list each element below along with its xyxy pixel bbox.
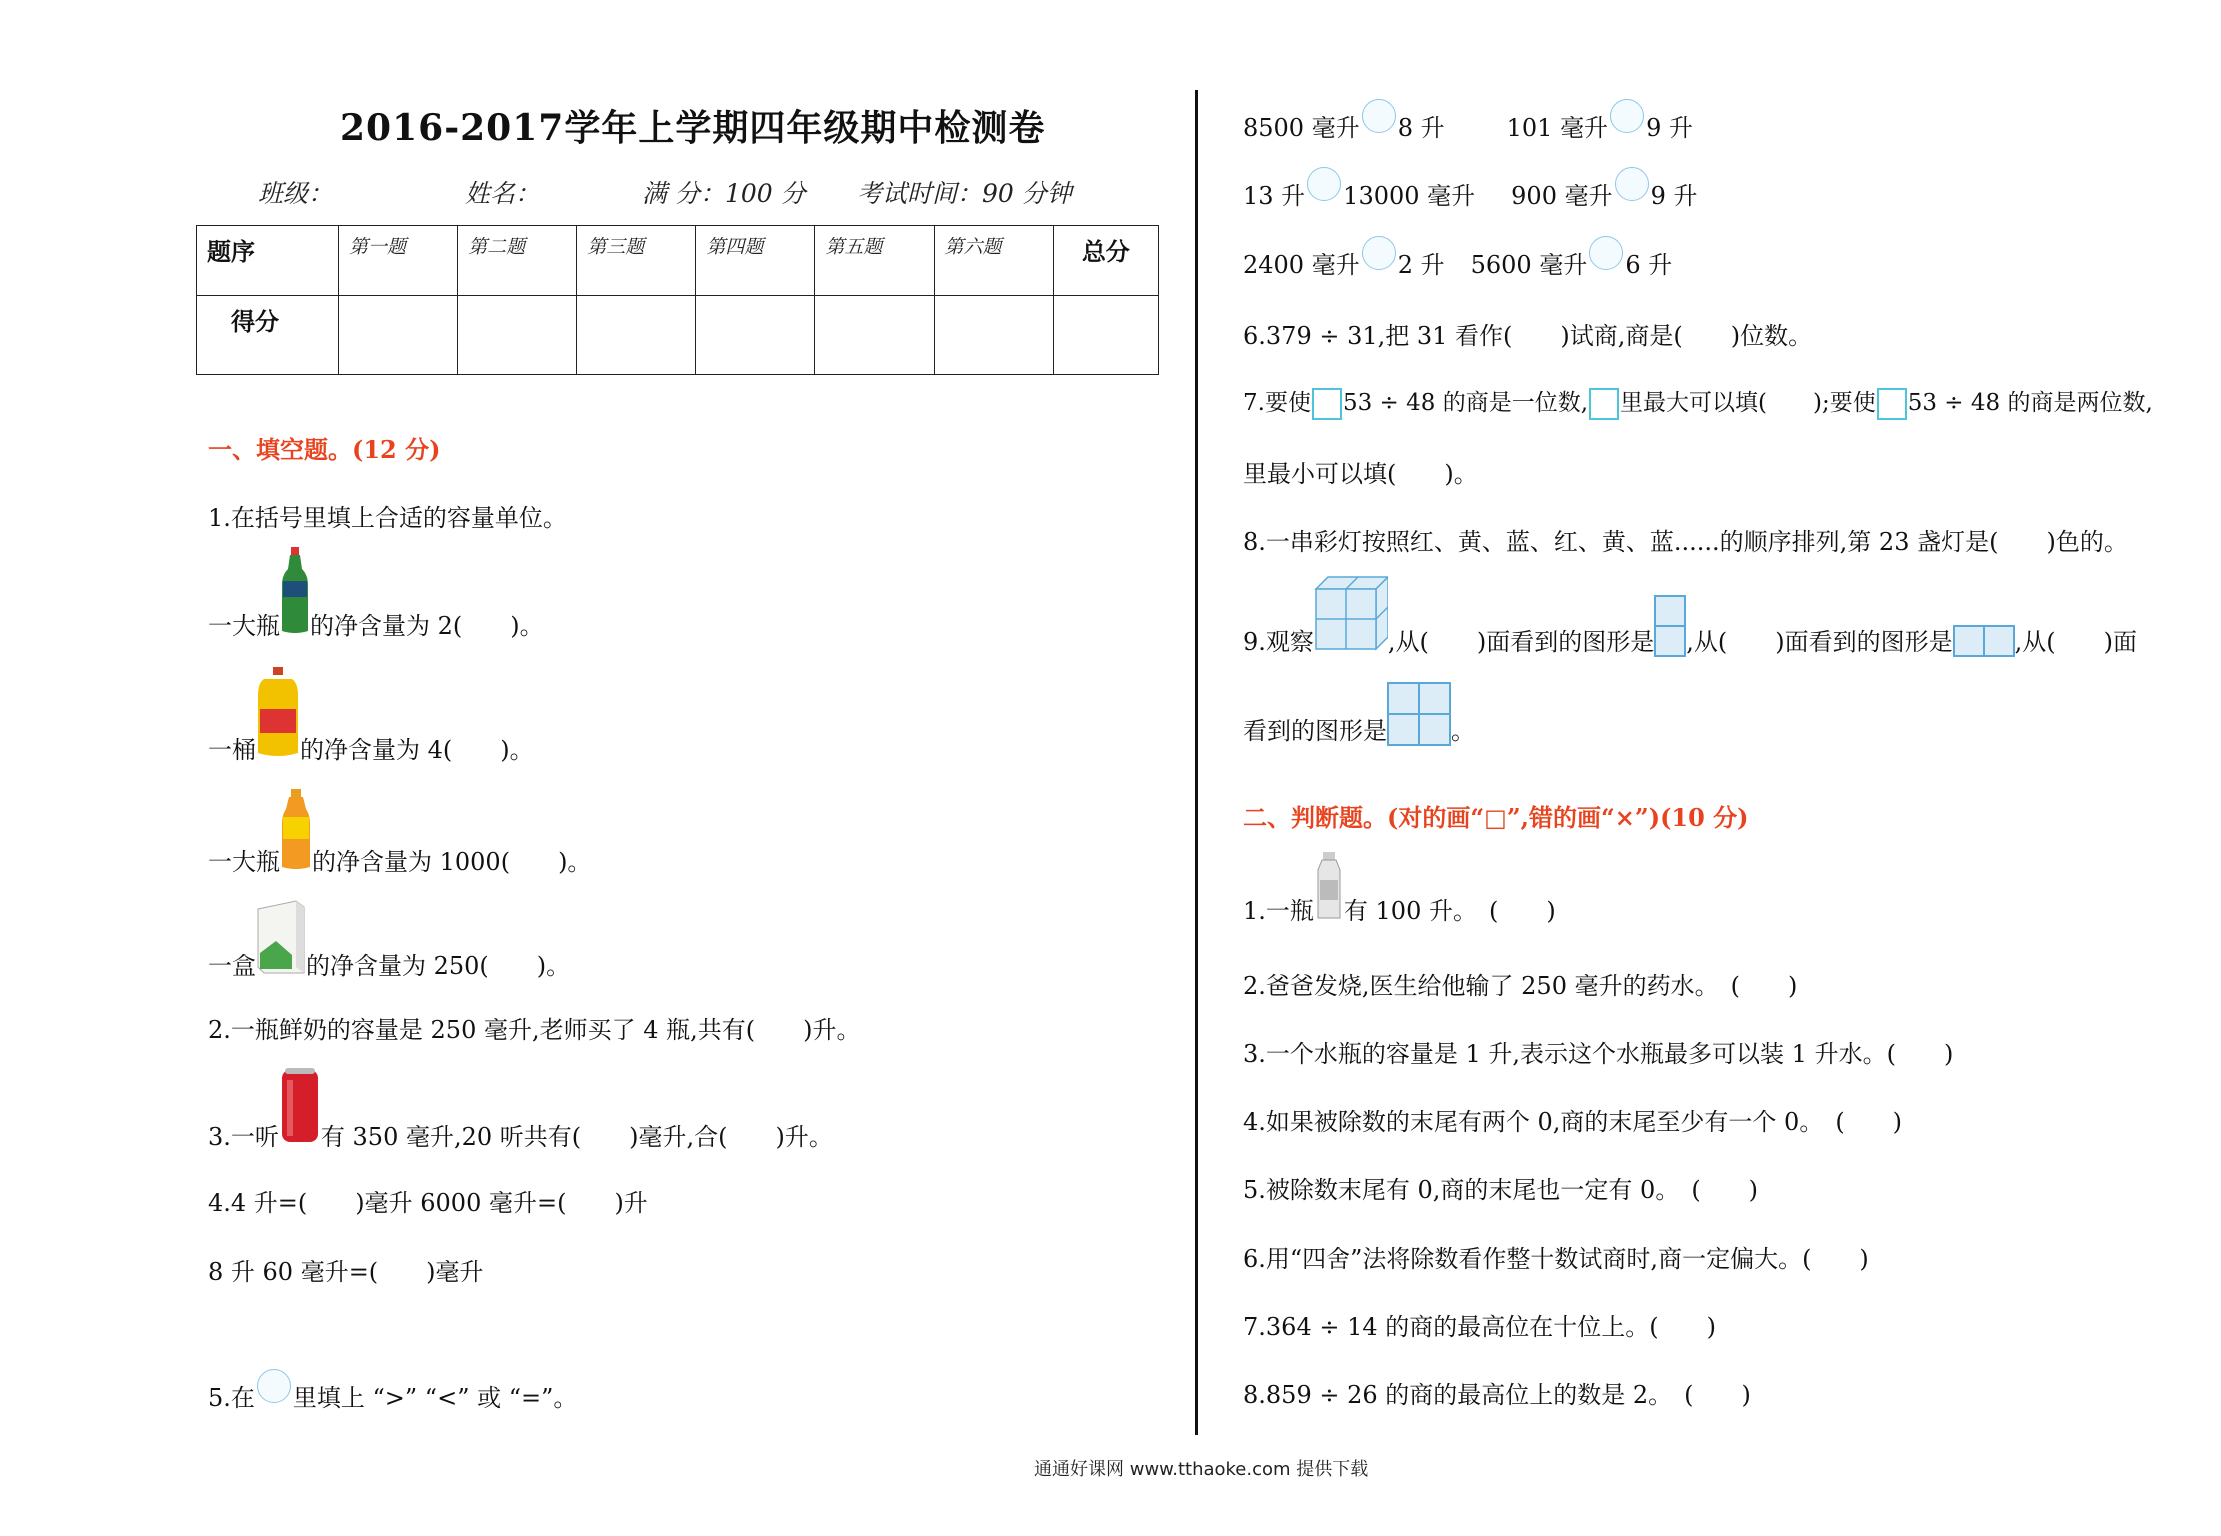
question-7-cont: 里最小可以填( )。 — [1243, 460, 1478, 488]
score-cell[interactable] — [934, 296, 1053, 375]
question-text: 。 — [1451, 717, 1475, 745]
view-shape-tall-icon — [1654, 595, 1686, 657]
view-shape-square-icon — [1387, 682, 1451, 746]
name-label: 姓名： — [465, 179, 541, 208]
question-6: 6.379 ÷ 31,把 31 看作( )试商,商是( )位数。 — [1243, 322, 1813, 350]
table-header-cell: 第六题 — [934, 226, 1053, 296]
milk-carton-icon — [256, 897, 306, 981]
judge-7: 7.364 ÷ 14 的商的最高位在十位上。( ) — [1243, 1313, 1716, 1341]
question-text: 1.一瓶 — [1243, 897, 1314, 925]
question-text: 一大瓶 — [208, 848, 280, 876]
score-cell[interactable] — [815, 296, 934, 375]
answer-circle[interactable] — [1362, 236, 1396, 270]
section-2-heading: 二、判断题。(对的画“□”,错的画“×”)(10 分) — [1243, 803, 1749, 832]
juice-bottle-icon — [280, 787, 312, 877]
question-text: 有 100 升。 ( ) — [1343, 897, 1556, 925]
question-text: ,从( )面看到的图形是 — [1686, 628, 1953, 656]
compare-text: 2 升 — [1397, 251, 1445, 279]
question-text: 里填上 “>” “<” 或 “=”。 — [292, 1384, 578, 1412]
table-header-cell: 第二题 — [458, 226, 577, 296]
compare-text: 9 升 — [1646, 114, 1693, 142]
score-cell[interactable] — [338, 296, 457, 375]
table-header-cell: 第一题 — [338, 226, 457, 296]
compare-row-2 — [1243, 176, 1698, 215]
question-text: 的净含量为 250( )。 — [306, 952, 571, 980]
page-title: 2016-2017学年上学期四年级期中检测卷 — [340, 107, 1046, 149]
question-1b — [208, 665, 534, 765]
answer-circle[interactable] — [257, 1369, 291, 1403]
full-score-label: 满 分：100 分 — [642, 179, 806, 208]
answer-circle[interactable] — [1610, 99, 1644, 133]
question-8: 8.一串彩灯按照红、黄、蓝、红、黄、蓝......的顺序排列,第 23 盏灯是( )色的。 — [1243, 528, 2128, 556]
judge-4: 4.如果被除数的末尾有两个 0,商的末尾至少有一个 0。 ( ) — [1243, 1108, 1903, 1136]
column-divider — [1195, 90, 1198, 1435]
question-text: 看到的图形是 — [1243, 717, 1387, 745]
table-header-cell: 总分 — [1053, 226, 1158, 296]
question-text: 53 ÷ 48 的商是一位数, — [1342, 390, 1589, 416]
score-row-label: 得分 — [197, 296, 339, 375]
judge-8: 8.859 ÷ 26 的商的最高位上的数是 2。 ( ) — [1243, 1381, 1751, 1409]
question-text: 的净含量为 1000( )。 — [312, 848, 592, 876]
question-text: ,从( )面看到的图形是 — [1387, 628, 1655, 656]
compare-text: 13 升 — [1243, 182, 1306, 210]
section-1-heading: 一、填空题。(12 分) — [208, 435, 441, 464]
question-text: 3.一听 — [208, 1123, 279, 1151]
view-shape-wide-icon — [1953, 625, 2015, 657]
answer-box[interactable] — [1589, 388, 1619, 420]
question-1d — [208, 897, 570, 981]
oil-jug-icon — [256, 665, 300, 765]
score-cell[interactable] — [577, 296, 696, 375]
question-text: 有 350 毫升,20 听共有( )毫升,合( )升。 — [320, 1123, 833, 1151]
answer-circle[interactable] — [1307, 167, 1341, 201]
table-header-cell: 第三题 — [577, 226, 696, 296]
answer-box[interactable] — [1312, 388, 1342, 420]
question-3 — [208, 1066, 833, 1152]
question-text: 一盒 — [208, 952, 256, 980]
table-header-cell: 第五题 — [815, 226, 934, 296]
exam-time-label: 考试时间：90 分钟 — [857, 179, 1072, 208]
score-table — [196, 225, 1159, 375]
question-1a — [208, 545, 544, 641]
answer-circle[interactable] — [1362, 99, 1396, 133]
question-2: 2.一瓶鲜奶的容量是 250 毫升,老师买了 4 瓶,共有( )升。 — [208, 1016, 861, 1044]
compare-text: 2400 毫升 — [1243, 251, 1360, 279]
question-text: 一大瓶 — [208, 612, 280, 640]
question-7 — [1243, 384, 2153, 420]
score-cell[interactable] — [696, 296, 815, 375]
cube-figure-icon — [1314, 575, 1388, 657]
compare-row-1 — [1243, 108, 1693, 147]
judge-5: 5.被除数末尾有 0,商的末尾也一定有 0。 ( ) — [1243, 1176, 1759, 1204]
yogurt-bottle-icon — [1314, 850, 1344, 926]
question-9 — [1243, 575, 2137, 655]
question-text: ,从( )面 — [2014, 628, 2137, 656]
soda-can-icon — [279, 1066, 321, 1152]
question-1: 1.在括号里填上合适的容量单位。 — [208, 504, 567, 532]
question-text: 的净含量为 2( )。 — [310, 612, 544, 640]
answer-circle[interactable] — [1615, 167, 1649, 201]
question-text: 一桶 — [208, 736, 256, 764]
question-text: 5.在 — [208, 1384, 255, 1412]
judge-1 — [1243, 850, 1556, 926]
score-cell[interactable] — [1053, 296, 1158, 375]
question-1c — [208, 787, 591, 877]
compare-text: 5600 毫升 — [1470, 251, 1588, 279]
question-4a: 4.4 升=( )毫升 6000 毫升=( )升 — [208, 1189, 648, 1217]
question-text: 7.要使 — [1243, 390, 1311, 416]
compare-text: 8500 毫升 — [1243, 114, 1360, 142]
question-text: 9.观察 — [1243, 628, 1314, 656]
soda-bottle-icon — [280, 545, 310, 641]
footer-text: 通通好课网 www.tthaoke.com 提供下载 — [1034, 1459, 1369, 1480]
judge-2: 2.爸爸发烧,医生给他输了 250 毫升的药水。 ( ) — [1243, 972, 1798, 1000]
question-text: 53 ÷ 48 的商是两位数, — [1907, 390, 2153, 416]
table-header-cell: 题序 — [197, 226, 339, 296]
compare-text: 101 毫升 — [1506, 114, 1609, 142]
score-cell[interactable] — [458, 296, 577, 375]
compare-text: 13000 毫升 — [1343, 182, 1476, 210]
question-4b: 8 升 60 毫升=( )毫升 — [208, 1258, 484, 1286]
question-text: 里最大可以填( );要使 — [1620, 390, 1876, 416]
judge-3: 3.一个水瓶的容量是 1 升,表示这个水瓶最多可以装 1 升水。( ) — [1243, 1040, 1954, 1068]
compare-text: 900 毫升 — [1511, 182, 1613, 210]
compare-text: 9 升 — [1650, 182, 1698, 210]
table-header-cell: 第四题 — [696, 226, 815, 296]
compare-row-3 — [1243, 245, 1672, 284]
class-label: 班级： — [258, 179, 334, 208]
answer-box[interactable] — [1877, 388, 1907, 420]
answer-circle[interactable] — [1589, 236, 1623, 270]
question-text: 的净含量为 4( )。 — [300, 736, 534, 764]
question-9-cont — [1243, 682, 1475, 752]
compare-text: 6 升 — [1625, 251, 1673, 279]
compare-text: 8 升 — [1397, 114, 1445, 142]
judge-6: 6.用“四舍”法将除数看作整十数试商时,商一定偏大。( ) — [1243, 1245, 1869, 1273]
question-5 — [208, 1378, 577, 1417]
